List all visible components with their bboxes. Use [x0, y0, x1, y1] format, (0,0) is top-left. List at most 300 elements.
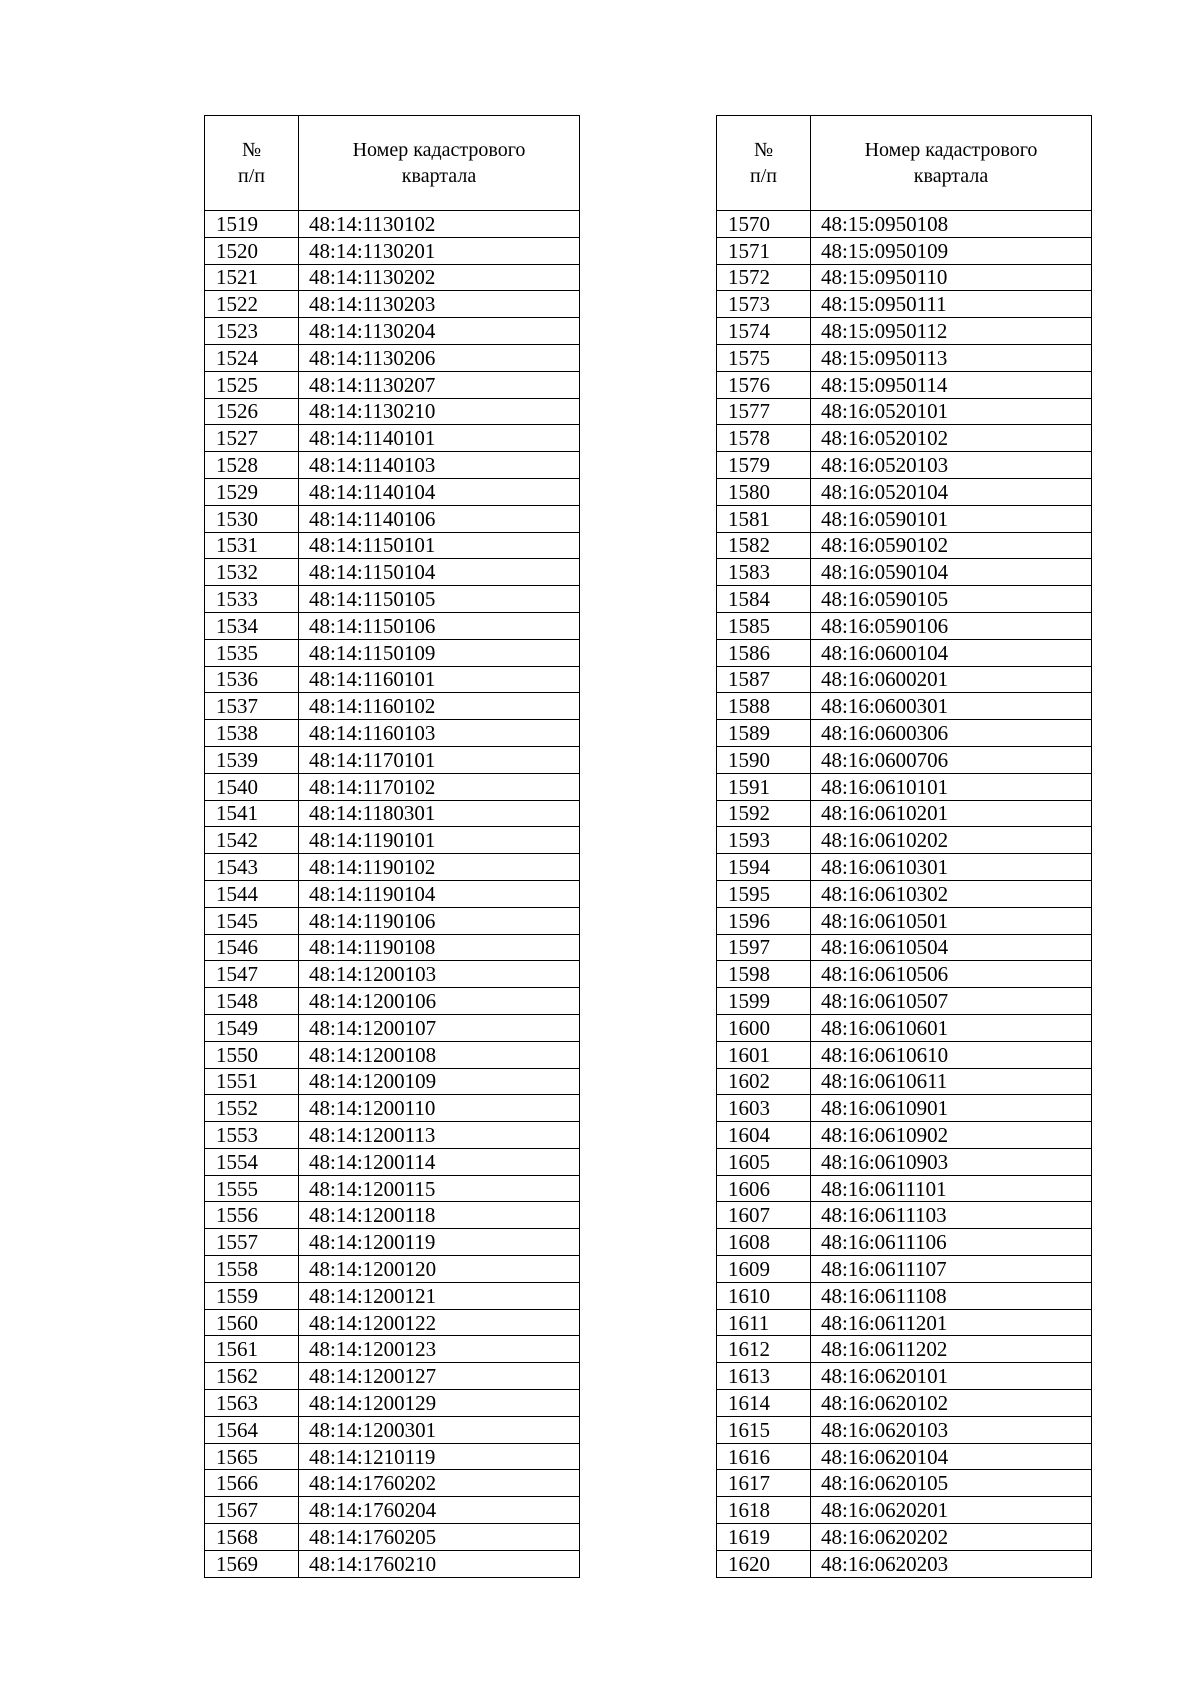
table-row — [717, 425, 1092, 452]
cadastral-number-cell: 48:14:1200108 — [299, 1041, 580, 1068]
table-row — [717, 344, 1092, 371]
cadastral-number-cell: 48:16:0611106 — [811, 1229, 1092, 1256]
table-row — [717, 211, 1092, 238]
row-number-cell: 1607 — [717, 1202, 811, 1229]
cadastral-number-cell: 48:14:1130210 — [299, 398, 580, 425]
row-number-cell: 1595 — [717, 880, 811, 907]
row-number-cell: 1546 — [205, 934, 299, 961]
table-row — [717, 1282, 1092, 1309]
table-row — [717, 505, 1092, 532]
row-number-cell: 1586 — [717, 639, 811, 666]
cadastral-number-cell: 48:16:0620102 — [811, 1390, 1092, 1417]
table-row — [205, 907, 580, 934]
table-row — [717, 827, 1092, 854]
table-row — [205, 854, 580, 881]
cadastral-number-cell: 48:16:0610610 — [811, 1041, 1092, 1068]
header-cadastral-number — [811, 116, 1092, 211]
table-row — [717, 478, 1092, 505]
cadastral-number-cell: 48:14:1160103 — [299, 720, 580, 747]
cadastral-number-cell: 48:16:0620103 — [811, 1416, 1092, 1443]
table-row — [717, 291, 1092, 318]
row-number-cell: 1619 — [717, 1524, 811, 1551]
cadastral-number-cell: 48:14:1190106 — [299, 907, 580, 934]
cadastral-number-cell: 48:14:1130102 — [299, 211, 580, 238]
row-number-cell: 1519 — [205, 211, 299, 238]
cadastral-number-cell: 48:15:0950108 — [811, 211, 1092, 238]
cadastral-number-cell: 48:16:0610504 — [811, 934, 1092, 961]
table-row — [205, 559, 580, 586]
cadastral-number-cell: 48:14:1130203 — [299, 291, 580, 318]
cadastral-number-cell: 48:14:1200115 — [299, 1175, 580, 1202]
cadastral-number-cell: 48:16:0611101 — [811, 1175, 1092, 1202]
row-number-cell: 1609 — [717, 1256, 811, 1283]
cadastral-number-cell: 48:14:1160101 — [299, 666, 580, 693]
row-number-cell: 1527 — [205, 425, 299, 452]
row-number-cell: 1577 — [717, 398, 811, 425]
cadastral-number-cell: 48:16:0620104 — [811, 1443, 1092, 1470]
table-row — [205, 532, 580, 559]
row-number-cell: 1522 — [205, 291, 299, 318]
cadastral-number-cell: 48:14:1190104 — [299, 880, 580, 907]
table-row — [717, 720, 1092, 747]
row-number-cell: 1538 — [205, 720, 299, 747]
cadastral-number-cell: 48:14:1130204 — [299, 318, 580, 345]
row-number-cell: 1566 — [205, 1470, 299, 1497]
row-number-cell: 1604 — [717, 1122, 811, 1149]
cadastral-number-cell: 48:16:0620201 — [811, 1497, 1092, 1524]
table-row — [717, 693, 1092, 720]
row-number-cell: 1615 — [717, 1416, 811, 1443]
row-number-cell: 1548 — [205, 988, 299, 1015]
row-number-cell: 1579 — [717, 452, 811, 479]
row-number-cell: 1594 — [717, 854, 811, 881]
table-row — [205, 1550, 580, 1577]
row-number-cell: 1572 — [717, 264, 811, 291]
row-number-cell: 1571 — [717, 237, 811, 264]
cadastral-number-cell: 48:14:1170101 — [299, 746, 580, 773]
cadastral-number-cell: 48:16:0610201 — [811, 800, 1092, 827]
row-number-cell: 1542 — [205, 827, 299, 854]
header-row — [717, 116, 1092, 211]
row-number-cell: 1588 — [717, 693, 811, 720]
table-row — [205, 344, 580, 371]
table-row — [717, 1336, 1092, 1363]
table-row — [717, 1175, 1092, 1202]
cadastral-number-cell: 48:16:0610202 — [811, 827, 1092, 854]
table-row — [717, 1122, 1092, 1149]
cadastral-number-cell: 48:14:1160102 — [299, 693, 580, 720]
cadastral-number-cell: 48:14:1200127 — [299, 1363, 580, 1390]
table-row — [205, 1175, 580, 1202]
row-number-cell: 1555 — [205, 1175, 299, 1202]
row-number-cell: 1589 — [717, 720, 811, 747]
table-row — [205, 746, 580, 773]
row-number-cell: 1575 — [717, 344, 811, 371]
cadastral-number-cell: 48:14:1200114 — [299, 1148, 580, 1175]
cadastral-number-cell: 48:14:1150109 — [299, 639, 580, 666]
table-row — [205, 1014, 580, 1041]
cadastral-number-cell: 48:16:0600201 — [811, 666, 1092, 693]
cadastral-number-cell: 48:14:1140106 — [299, 505, 580, 532]
header-number-abbr: п/п — [238, 165, 265, 187]
cadastral-number-cell: 48:16:0610302 — [811, 880, 1092, 907]
cadastral-number-cell: 48:14:1170102 — [299, 773, 580, 800]
cadastral-number-cell: 48:14:1130202 — [299, 264, 580, 291]
row-number-cell: 1618 — [717, 1497, 811, 1524]
cadastral-number-cell: 48:16:0520103 — [811, 452, 1092, 479]
cadastral-number-cell: 48:16:0610611 — [811, 1068, 1092, 1095]
row-number-cell: 1559 — [205, 1282, 299, 1309]
row-number-cell: 1564 — [205, 1416, 299, 1443]
row-number-cell: 1597 — [717, 934, 811, 961]
row-number-cell: 1603 — [717, 1095, 811, 1122]
table-row — [717, 452, 1092, 479]
row-number-cell: 1582 — [717, 532, 811, 559]
table-row — [205, 1336, 580, 1363]
cadastral-number-cell: 48:16:0620202 — [811, 1524, 1092, 1551]
row-number-cell: 1587 — [717, 666, 811, 693]
table-row — [205, 1470, 580, 1497]
table-row — [717, 746, 1092, 773]
table-row — [717, 1470, 1092, 1497]
row-number-cell: 1574 — [717, 318, 811, 345]
table-row — [205, 961, 580, 988]
row-number-cell: 1608 — [717, 1229, 811, 1256]
cadastral-number-cell: 48:15:0950110 — [811, 264, 1092, 291]
cadastral-number-cell: 48:14:1200107 — [299, 1014, 580, 1041]
row-number-cell: 1547 — [205, 961, 299, 988]
cadastral-number-cell: 48:16:0590102 — [811, 532, 1092, 559]
cadastral-number-cell: 48:14:1130207 — [299, 371, 580, 398]
cadastral-number-cell: 48:16:0610903 — [811, 1148, 1092, 1175]
cadastral-number-cell: 48:16:0611201 — [811, 1309, 1092, 1336]
row-number-cell: 1610 — [717, 1282, 811, 1309]
cadastral-number-cell: 48:14:1190102 — [299, 854, 580, 881]
row-number-cell: 1554 — [205, 1148, 299, 1175]
header-number-abbr: п/п — [750, 165, 777, 187]
cadastral-number-cell: 48:16:0611202 — [811, 1336, 1092, 1363]
table-row — [205, 1524, 580, 1551]
table-row — [717, 1390, 1092, 1417]
row-number-cell: 1576 — [717, 371, 811, 398]
row-number-cell: 1553 — [205, 1122, 299, 1149]
cadastral-number-cell: 48:16:0590105 — [811, 586, 1092, 613]
cadastral-number-cell: 48:16:0590104 — [811, 559, 1092, 586]
cadastral-number-cell: 48:16:0600104 — [811, 639, 1092, 666]
table-row — [717, 1068, 1092, 1095]
table-row — [717, 773, 1092, 800]
row-number-cell: 1525 — [205, 371, 299, 398]
row-number-cell: 1562 — [205, 1363, 299, 1390]
cadastral-number-cell: 48:14:1200129 — [299, 1390, 580, 1417]
row-number-cell: 1561 — [205, 1336, 299, 1363]
row-number-cell: 1584 — [717, 586, 811, 613]
table-row — [717, 532, 1092, 559]
row-number-cell: 1596 — [717, 907, 811, 934]
table-row — [205, 1363, 580, 1390]
table-row — [205, 1122, 580, 1149]
cadastral-number-cell: 48:16:0600706 — [811, 746, 1092, 773]
header-number-sign: № — [753, 139, 774, 161]
row-number-cell: 1521 — [205, 264, 299, 291]
table-row — [717, 1014, 1092, 1041]
table-row — [717, 854, 1092, 881]
row-number-cell: 1614 — [717, 1390, 811, 1417]
cadastral-number-cell: 48:14:1140103 — [299, 452, 580, 479]
table-row — [205, 211, 580, 238]
cadastral-number-cell: 48:14:1150101 — [299, 532, 580, 559]
row-number-cell: 1580 — [717, 478, 811, 505]
table-row — [205, 1443, 580, 1470]
row-number-cell: 1551 — [205, 1068, 299, 1095]
row-number-cell: 1585 — [717, 612, 811, 639]
table-row — [717, 1363, 1092, 1390]
cadastral-number-cell: 48:14:1140101 — [299, 425, 580, 452]
table-row — [717, 1443, 1092, 1470]
row-number-cell: 1545 — [205, 907, 299, 934]
header-cadastral-line1: Номер кадастрового — [864, 139, 1038, 161]
row-number-cell: 1598 — [717, 961, 811, 988]
cadastral-number-cell: 48:16:0600301 — [811, 693, 1092, 720]
table-row — [717, 1524, 1092, 1551]
cadastral-number-cell: 48:16:0600306 — [811, 720, 1092, 747]
row-number-cell: 1602 — [717, 1068, 811, 1095]
row-number-cell: 1520 — [205, 237, 299, 264]
table-header — [717, 116, 1092, 211]
cadastral-number-cell: 48:16:0620101 — [811, 1363, 1092, 1390]
table-row — [717, 1550, 1092, 1577]
cadastral-number-cell: 48:14:1200103 — [299, 961, 580, 988]
cadastral-number-cell: 48:14:1200121 — [299, 1282, 580, 1309]
table-row — [205, 1095, 580, 1122]
table-row — [205, 773, 580, 800]
cadastral-number-cell: 48:15:0950114 — [811, 371, 1092, 398]
row-number-cell: 1611 — [717, 1309, 811, 1336]
table-header — [205, 116, 580, 211]
table-row — [205, 371, 580, 398]
cadastral-number-cell: 48:14:1200120 — [299, 1256, 580, 1283]
table-row — [717, 934, 1092, 961]
cadastral-number-cell: 48:14:1190101 — [299, 827, 580, 854]
table-row — [205, 827, 580, 854]
cadastral-number-cell: 48:16:0590101 — [811, 505, 1092, 532]
cadastral-number-cell: 48:14:1200106 — [299, 988, 580, 1015]
cadastral-number-cell: 48:16:0590106 — [811, 612, 1092, 639]
table-row — [205, 1229, 580, 1256]
table-row — [717, 371, 1092, 398]
row-number-cell: 1565 — [205, 1443, 299, 1470]
cadastral-number-cell: 48:16:0520104 — [811, 478, 1092, 505]
cadastral-number-cell: 48:16:0520102 — [811, 425, 1092, 452]
row-number-cell: 1556 — [205, 1202, 299, 1229]
cadastral-number-cell: 48:16:0620203 — [811, 1550, 1092, 1577]
cadastral-number-cell: 48:15:0950112 — [811, 318, 1092, 345]
row-number-cell: 1567 — [205, 1497, 299, 1524]
table-row — [205, 934, 580, 961]
table-body — [205, 211, 580, 1578]
row-number-cell: 1563 — [205, 1390, 299, 1417]
cadastral-number-cell: 48:14:1200110 — [299, 1095, 580, 1122]
table-row — [717, 612, 1092, 639]
cadastral-number-cell: 48:16:0610501 — [811, 907, 1092, 934]
cadastral-number-cell: 48:14:1210119 — [299, 1443, 580, 1470]
table-body — [717, 211, 1092, 1578]
cadastral-table-right — [716, 115, 1092, 1578]
row-number-cell: 1544 — [205, 880, 299, 907]
table-row — [205, 880, 580, 907]
cadastral-number-cell: 48:14:1150106 — [299, 612, 580, 639]
header-cadastral-line2: квартала — [913, 165, 989, 187]
table-row — [717, 237, 1092, 264]
cadastral-number-cell: 48:16:0610507 — [811, 988, 1092, 1015]
row-number-cell: 1541 — [205, 800, 299, 827]
cadastral-number-cell: 48:16:0520101 — [811, 398, 1092, 425]
row-number-cell: 1528 — [205, 452, 299, 479]
table-row — [717, 1256, 1092, 1283]
cadastral-number-cell: 48:16:0610901 — [811, 1095, 1092, 1122]
row-number-cell: 1592 — [717, 800, 811, 827]
row-number-cell: 1606 — [717, 1175, 811, 1202]
table-row — [717, 639, 1092, 666]
row-number-cell: 1549 — [205, 1014, 299, 1041]
table-row — [205, 264, 580, 291]
table-row — [205, 237, 580, 264]
row-number-cell: 1617 — [717, 1470, 811, 1497]
table-row — [205, 612, 580, 639]
cadastral-number-cell: 48:16:0620105 — [811, 1470, 1092, 1497]
row-number-cell: 1568 — [205, 1524, 299, 1551]
cadastral-number-cell: 48:15:0950109 — [811, 237, 1092, 264]
table-row — [205, 693, 580, 720]
row-number-cell: 1620 — [717, 1550, 811, 1577]
table-row — [205, 291, 580, 318]
table-row — [717, 1497, 1092, 1524]
table-row — [717, 1202, 1092, 1229]
table-row — [205, 398, 580, 425]
header-row-number — [205, 116, 299, 211]
row-number-cell: 1524 — [205, 344, 299, 371]
row-number-cell: 1581 — [717, 505, 811, 532]
table-row — [717, 880, 1092, 907]
cadastral-number-cell: 48:15:0950111 — [811, 291, 1092, 318]
row-number-cell: 1530 — [205, 505, 299, 532]
header-number-sign: № — [241, 139, 262, 161]
cadastral-number-cell: 48:16:0610506 — [811, 961, 1092, 988]
row-number-cell: 1599 — [717, 988, 811, 1015]
table-row — [205, 452, 580, 479]
row-number-cell: 1593 — [717, 827, 811, 854]
row-number-cell: 1578 — [717, 425, 811, 452]
cadastral-number-cell: 48:16:0611108 — [811, 1282, 1092, 1309]
row-number-cell: 1573 — [717, 291, 811, 318]
cadastral-number-cell: 48:16:0611103 — [811, 1202, 1092, 1229]
row-number-cell: 1540 — [205, 773, 299, 800]
row-number-cell: 1552 — [205, 1095, 299, 1122]
table-row — [205, 505, 580, 532]
row-number-cell: 1601 — [717, 1041, 811, 1068]
row-number-cell: 1534 — [205, 612, 299, 639]
table-row — [205, 1282, 580, 1309]
header-row — [205, 116, 580, 211]
row-number-cell: 1558 — [205, 1256, 299, 1283]
table-row — [205, 666, 580, 693]
row-number-cell: 1600 — [717, 1014, 811, 1041]
table-row — [717, 1041, 1092, 1068]
table-row — [717, 1148, 1092, 1175]
row-number-cell: 1531 — [205, 532, 299, 559]
table-row — [205, 1390, 580, 1417]
table-row — [717, 1309, 1092, 1336]
table-row — [205, 1416, 580, 1443]
cadastral-number-cell: 48:15:0950113 — [811, 344, 1092, 371]
header-cadastral-number — [299, 116, 580, 211]
table-row — [205, 1202, 580, 1229]
table-row — [205, 1309, 580, 1336]
header-cadastral-line2: квартала — [401, 165, 477, 187]
table-row — [717, 1416, 1092, 1443]
cadastral-number-cell: 48:14:1200123 — [299, 1336, 580, 1363]
table-row — [717, 398, 1092, 425]
cadastral-number-cell: 48:16:0610902 — [811, 1122, 1092, 1149]
table-row — [717, 666, 1092, 693]
table-row — [205, 988, 580, 1015]
table-row — [717, 1095, 1092, 1122]
table-row — [717, 586, 1092, 613]
table-row — [717, 1229, 1092, 1256]
cadastral-number-cell: 48:14:1180301 — [299, 800, 580, 827]
cadastral-number-cell: 48:14:1760210 — [299, 1550, 580, 1577]
row-number-cell: 1560 — [205, 1309, 299, 1336]
cadastral-number-cell: 48:14:1760202 — [299, 1470, 580, 1497]
table-row — [717, 318, 1092, 345]
table-row — [205, 1256, 580, 1283]
row-number-cell: 1569 — [205, 1550, 299, 1577]
table-row — [717, 961, 1092, 988]
table-row — [205, 1068, 580, 1095]
row-number-cell: 1533 — [205, 586, 299, 613]
row-number-cell: 1557 — [205, 1229, 299, 1256]
table-row — [205, 586, 580, 613]
cadastral-number-cell: 48:14:1200113 — [299, 1122, 580, 1149]
table-row — [717, 264, 1092, 291]
table-row — [205, 720, 580, 747]
cadastral-table-left — [204, 115, 580, 1578]
row-number-cell: 1536 — [205, 666, 299, 693]
table-row — [205, 1041, 580, 1068]
table-row — [205, 478, 580, 505]
row-number-cell: 1590 — [717, 746, 811, 773]
cadastral-number-cell: 48:14:1200109 — [299, 1068, 580, 1095]
cadastral-number-cell: 48:14:1130206 — [299, 344, 580, 371]
cadastral-number-cell: 48:16:0611107 — [811, 1256, 1092, 1283]
table-row — [717, 907, 1092, 934]
cadastral-number-cell: 48:14:1760205 — [299, 1524, 580, 1551]
cadastral-number-cell: 48:14:1130201 — [299, 237, 580, 264]
row-number-cell: 1613 — [717, 1363, 811, 1390]
table-row — [205, 1497, 580, 1524]
cadastral-number-cell: 48:14:1200301 — [299, 1416, 580, 1443]
cadastral-number-cell: 48:16:0610601 — [811, 1014, 1092, 1041]
table-row — [205, 425, 580, 452]
row-number-cell: 1526 — [205, 398, 299, 425]
header-row-number — [717, 116, 811, 211]
header-cadastral-line1: Номер кадастрового — [352, 139, 526, 161]
cadastral-number-cell: 48:14:1200122 — [299, 1309, 580, 1336]
row-number-cell: 1616 — [717, 1443, 811, 1470]
cadastral-number-cell: 48:14:1150105 — [299, 586, 580, 613]
cadastral-number-cell: 48:14:1140104 — [299, 478, 580, 505]
cadastral-number-cell: 48:14:1190108 — [299, 934, 580, 961]
